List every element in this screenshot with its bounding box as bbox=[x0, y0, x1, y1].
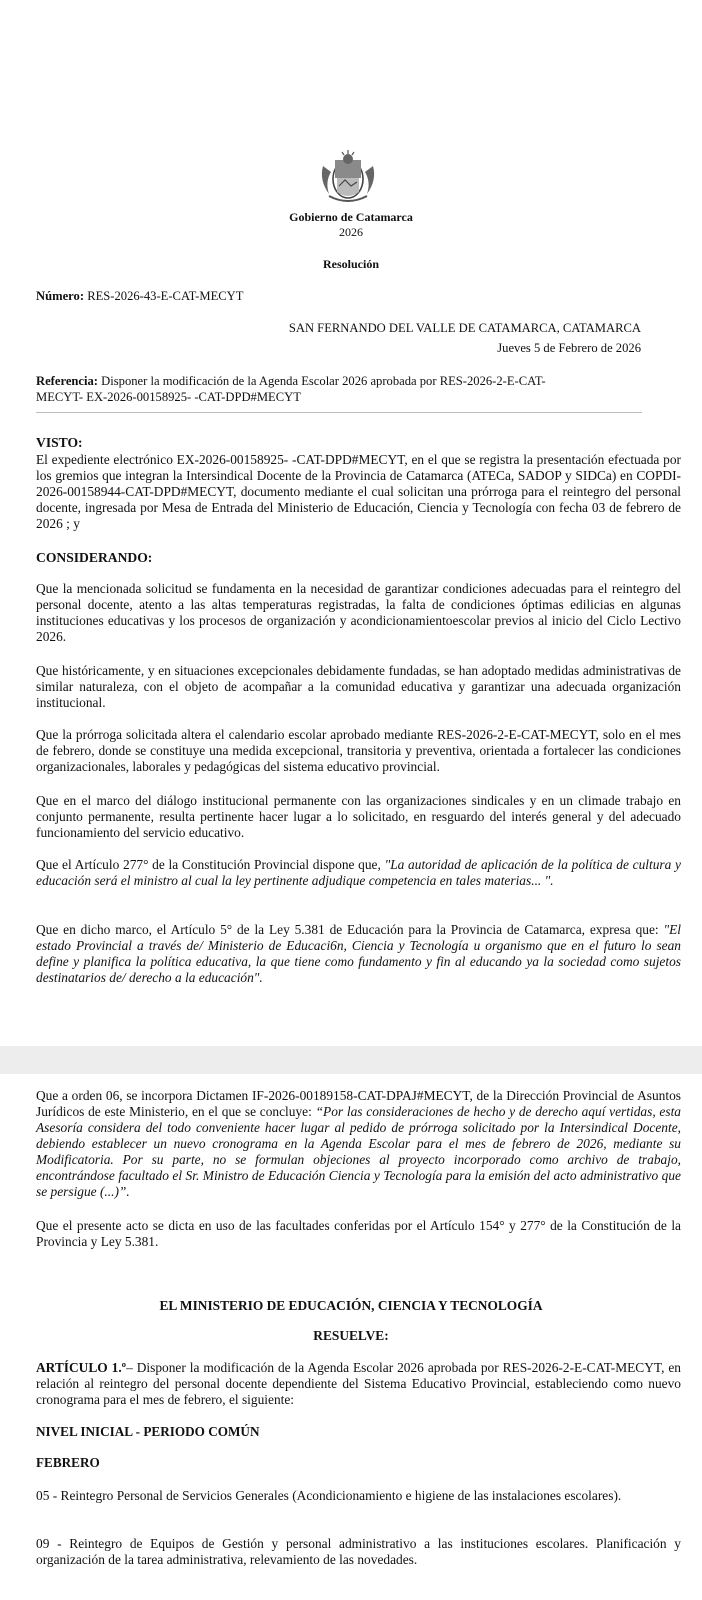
paragraph-6-text: Que en dicho marco, el Artículo 5° de la Ley 5.381 de Educación para la Provincia de Catamarca, expresa que: bbox=[36, 922, 664, 937]
paragraph-5-text: Que el Artículo 277° de la Constitución Provincial dispone que, bbox=[36, 857, 385, 872]
resuelve-heading: RESUELVE: bbox=[313, 1328, 389, 1343]
article-1 bbox=[36, 1360, 681, 1408]
document-number bbox=[36, 289, 243, 304]
date: Jueves 5 de Febrero de 2026 bbox=[497, 341, 641, 355]
paragraph-6-quote: "El estado Provincial a través de/ Ministerio de Educaci6n, Ciencia y Tecnología u organismo que en el futuro lo sean define y planifica la política educativa, la que tiene como fundamento y fin al educando ya la sociedad como sujetos destinatarios de/ derecho a la educación". bbox=[36, 922, 681, 985]
document-type: Resolución bbox=[322, 257, 379, 271]
considerando-paragraph-5 bbox=[36, 857, 681, 889]
considerando-paragraph-7 bbox=[36, 1088, 681, 1200]
paragraph-7-text: Que a orden 06, se incorpora Dictamen IF-2026-00189158-CAT-DPAJ#MECYT, de la Dirección Provincial de Asuntos Jurídicos de este Ministerio, en el que se concluye: bbox=[36, 1088, 681, 1119]
considerando-paragraph-8: Que el presente acto se dicta en uso de las facultades conferidas por el Artículo 154° y 277° de la Constitución de la Provincia y Ley 5.381. bbox=[36, 1218, 681, 1249]
paragraph-7-quote: “Por las consideraciones de hecho y de derecho aquí vertidas, esta Asesoría considera del todo conveniente hacer lugar al pedido de prórroga solicitado por la Intersindical Docente, debiendo establecer un nuevo cronograma en la Agenda Escolar para el mes de febrero de 2026, mediante su Modificatoria. Por su parte, no se formulan objeciones al proyecto incorporado como archivo de trabajo, encontrándose facultado el Sr. Ministro de Educación Ciencia y Tecnología para la emisión del acto administrativo que se persigue (...)”. bbox=[36, 1104, 681, 1199]
page-separator bbox=[0, 1046, 702, 1074]
level-heading: NIVEL INICIAL - PERIODO COMÚN bbox=[36, 1424, 260, 1439]
month-heading: FEBRERO bbox=[36, 1455, 100, 1470]
paragraph-5-quote: "La autoridad de aplicación de la política de cultura y educación será el ministro al cual la ley pertinente adjudique competencia en tales materias... ". bbox=[36, 857, 681, 888]
considerando-heading: CONSIDERANDO: bbox=[36, 550, 153, 565]
schedule-item-09: 09 - Reintegro de Equipos de Gestión y personal administrativo a las instituciones escolares. Planificación y organización de la tarea administrativa, relevamiento de las novedades. bbox=[36, 1536, 681, 1567]
coat-of-arms-icon bbox=[315, 146, 381, 206]
number-label: Número: bbox=[36, 289, 85, 303]
considerando-paragraph-2: Que históricamente, y en situaciones excepcionales debidamente fundadas, se han adoptado medidas administrativas de similar naturaleza, con el objeto de acompañar a la comunidad educativa y garantizar una adecuada organización institucional. bbox=[36, 663, 681, 710]
schedule-item-05: 05 - Reintegro Personal de Servicios Generales (Acondicionamiento e higiene de las instalaciones escolares). bbox=[36, 1488, 622, 1503]
ministry-heading: EL MINISTERIO DE EDUCACIÓN, CIENCIA Y TECNOLOGÍA bbox=[159, 1298, 543, 1313]
issuer-year: 2026 bbox=[339, 225, 363, 239]
reference-line-2: MECYT- EX-2026-00158925- -CAT-DPD#MECYT bbox=[36, 390, 301, 404]
reference-line-1: Disponer la modificación de la Agenda Escolar 2026 aprobada por RES-2026-2-E-CAT- bbox=[101, 374, 546, 388]
considerando-paragraph-3: Que la prórroga solicitada altera el calendario escolar aprobado mediante RES-2026-2-E-CAT-MECYT, solo en el mes de febrero, donde se constituye una medida excepcional, transitoria y preventiva, orientada a fortalecer las condiciones organizacionales, laborales y pedagógicas del sistema educativo provincial. bbox=[36, 727, 681, 774]
visto-heading: VISTO: bbox=[36, 435, 83, 450]
considerando-paragraph-4: Que en el marco del diálogo institucional permanente con las organizaciones sindicales y en un climade trabajo en conjunto permanente, resulta pertinente hacer lugar a lo solicitado, en resguardo del interés general y del adecuado funcionamiento del servicio educativo. bbox=[36, 793, 681, 840]
reference-label: Referencia: bbox=[36, 374, 99, 388]
number-value: RES-2026-43-E-CAT-MECYT bbox=[87, 289, 244, 303]
visto-text: El expediente electrónico EX-2026-00158925- -CAT-DPD#MECYT, en el que se registra la presentación efectuada por los gremios que integran la Intersindical Docente de la Provincia de Catamarca (ATECa, SADOP y SIDCa) en COPDI-2026-00158944-CAT-DPD#MECYT, documento mediante el cual solicitan una prórroga para el reintegro del personal docente, ingresada por Mesa de Entrada del Ministerio de Educación, Ciencia y Tecnología con fecha 03 de febrero de 2026 ; y bbox=[36, 452, 681, 531]
considerando-paragraph-6 bbox=[36, 922, 681, 986]
header-divider bbox=[36, 412, 642, 413]
article-1-label: ARTÍCULO 1.º bbox=[36, 1360, 127, 1375]
issuer-name: Gobierno de Catamarca bbox=[289, 210, 413, 224]
article-1-text: – Disponer la modificación de la Agenda Escolar 2026 aprobada por RES-2026-2-E-CAT-MECYT, en relación al reintegro del personal docente dependiente del Sistema Educativo Provincial, estableciendo como nuevo cronograma para el mes de febrero, el siguiente: bbox=[36, 1360, 681, 1407]
place: SAN FERNANDO DEL VALLE DE CATAMARCA, CATAMARCA bbox=[288, 321, 641, 335]
reference bbox=[36, 373, 636, 405]
considerando-paragraph-1: Que la mencionada solicitud se fundamenta en la necesidad de garantizar condiciones adecuadas para el reintegro del personal docente, atento a las altas temperaturas registradas, la falta de condiciones óptimas edilicias en algunas instituciones educativas y los procesos de organización y acondicionamientoescolar previos al inicio del Ciclo Lectivo 2026. bbox=[36, 581, 681, 644]
page-2 bbox=[0, 1074, 702, 1600]
